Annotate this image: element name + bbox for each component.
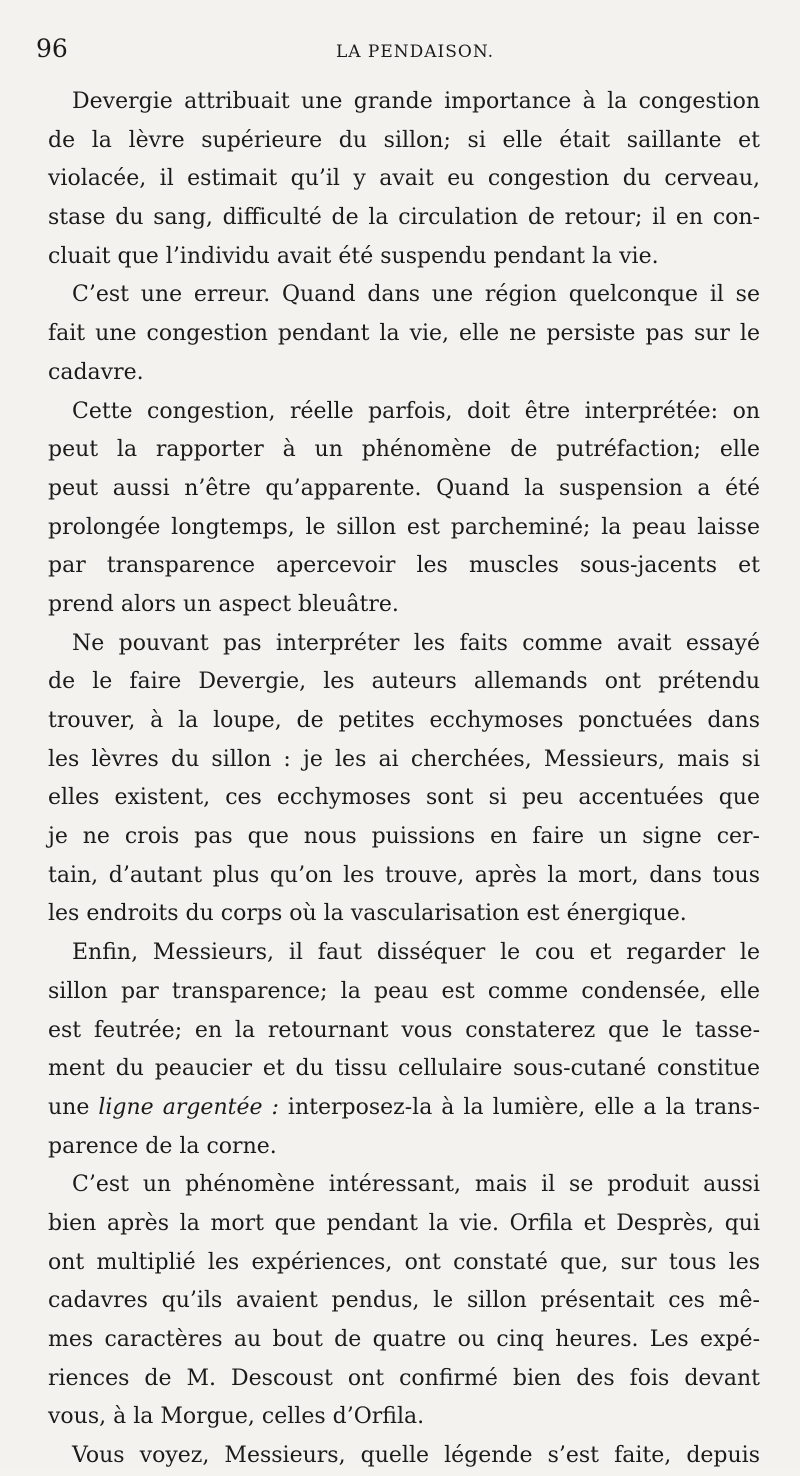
text-line: je ne crois pas que nous puissions en faire un signe cer- [48,824,760,850]
text-line: peut la rapporter à un phénomène de putréfaction; elle [48,437,760,463]
text-line: Enfin, Messieurs, il faut disséquer le cou et regarder le [72,940,760,966]
text-line: de le faire Devergie, les auteurs allemands ont prétendu [48,669,760,695]
text-line: cadavres qu’ils avaient pendus, le sillon présentait ces mê- [48,1288,760,1314]
text-line: trouver, à la loupe, de petites ecchymoses ponctuées dans [48,708,760,733]
page-number: 96 [36,34,68,63]
text-line: les endroits du corps où la vascularisation est énergique. [48,901,687,927]
text-line: elles existent, ces ecchymoses sont si peu accentuées que [48,785,760,811]
text-line: ont multiplié les expériences, ont constaté que, sur tous les [48,1249,760,1275]
text-line: bien après la mort que pendant la vie. Orfila et Desprès, qui [48,1210,760,1236]
text-line-with-italic [48,1089,760,1128]
text-line: ment du peaucier et du tissu cellulaire sous-cutané constitue [48,1056,760,1082]
italic-term: ligne argentée : [98,1094,279,1120]
text-line: C’est une erreur. Quand dans une région quelconque il se [72,282,760,308]
text-line: Devergie attribuait une grande importance à la congestion [72,89,760,114]
text-line: violacée, il estimait qu’il y avait eu congestion du cerveau, [48,166,760,192]
text-line: riences de M. Descoust ont confirmé bien des fois devant [48,1365,760,1391]
body-text [48,83,760,1476]
text-line: cluait que l’individu avait été suspendu pendant la vie. [48,243,659,269]
text-line: fait une congestion pendant la vie, elle ne persiste pas sur le [48,321,760,347]
text-line: mes caractères au bout de quatre ou cinq heures. Les expé- [48,1327,760,1352]
text-line: parence de la corne. [48,1133,277,1159]
text-line: prolongée longtemps, le sillon est parcheminé; la peau laisse [48,514,760,540]
text-line: peut aussi n’être qu’apparente. Quand la suspension a été [48,475,760,501]
text-line: les lèvres du sillon : je les ai cherchées, Messieurs, mais si [48,746,760,772]
text-line: cadavre. [48,359,144,385]
text-line: Cette congestion, réelle parfois, doit être interprétée: on [72,398,760,424]
text-line: est feutrée; en la retournant vous constaterez que le tasse- [48,1017,760,1043]
text-line: par transparence apercevoir les muscles sous-jacents et [48,553,760,579]
text-line: Vous voyez, Messieurs, quelle légende s’est faite, depuis [72,1443,760,1469]
text-line: Ne pouvant pas interpréter les faits comme avait essayé [72,630,760,656]
text-fragment: une [48,1094,99,1120]
text-line: C’est un phénomène intéressant, mais il se produit aussi [72,1172,760,1198]
text-line: de la lèvre supérieure du sillon; si elle était saillante et [48,127,760,153]
text-line: vous, à la Morgue, celles d’Orfila. [48,1404,425,1430]
text-line: tain, d’autant plus qu’on les trouve, après la mort, dans tous [48,862,760,888]
text-line: stase du sang, difficulté de la circulation de retour; il en con- [48,205,760,231]
text-line: sillon par transparence; la peau est comme condensée, elle [48,978,760,1004]
text-line: prend alors un aspect bleuâtre. [48,591,399,617]
text-fragment: interposez-la à la lumière, elle a la trans- [278,1094,760,1120]
running-head: LA PENDAISON. [335,42,495,62]
